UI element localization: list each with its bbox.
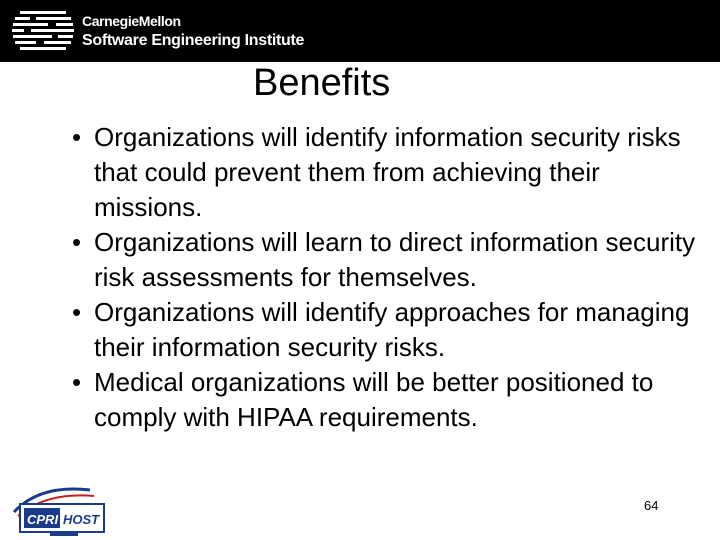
sei-logo-icon xyxy=(12,9,74,55)
bullet-dot: • xyxy=(72,367,82,397)
bullet-dot: • xyxy=(72,122,82,152)
header-banner xyxy=(0,0,720,62)
page-number: 64 xyxy=(644,498,659,513)
bullet-list xyxy=(72,120,702,435)
logo-text-right: HOST xyxy=(63,512,100,527)
bullet-dot: • xyxy=(72,227,82,257)
slide-title: Benefits xyxy=(253,62,391,104)
bullet-item xyxy=(72,295,702,365)
bullet-text: Organizations will identify approaches for managing their information security risks. xyxy=(94,297,690,362)
bullet-text: Medical organizations will be better positioned to comply with HIPAA requirements. xyxy=(94,367,654,432)
bullet-dot: • xyxy=(72,297,82,327)
cpri-host-logo-icon xyxy=(10,482,120,538)
logo-text-left: CPRI xyxy=(27,512,59,527)
org-name-line1: CarnegieMellon xyxy=(82,13,181,29)
bullet-text: Organizations will learn to direct information security risk assessments for themselves. xyxy=(94,227,696,292)
bullet-item xyxy=(72,365,702,435)
bullet-item xyxy=(72,225,702,295)
bullet-text: Organizations will identify information security risks that could prevent them from achieving their missions. xyxy=(94,122,681,222)
bullet-item xyxy=(72,120,702,225)
org-name-line2: Software Engineering Institute xyxy=(82,32,305,49)
